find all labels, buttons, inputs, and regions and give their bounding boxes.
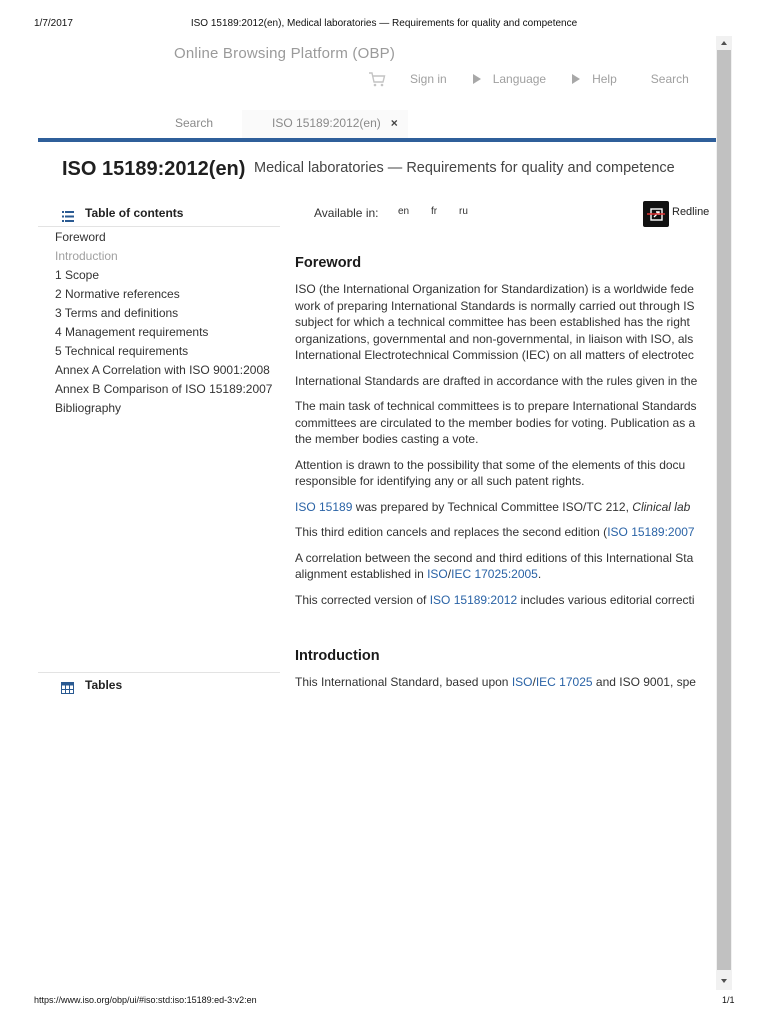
- toc-item-management-requirements[interactable]: 4 Management requirements: [55, 325, 209, 339]
- tab-document-label: ISO 15189:2012(en): [272, 116, 381, 130]
- iso-link[interactable]: ISO: [427, 567, 448, 581]
- tab-document[interactable]: [242, 110, 408, 140]
- redline-button[interactable]: [643, 201, 669, 227]
- top-navigation: [368, 70, 689, 88]
- foreword-paragraph-8: This corrected version of ISO 15189:2012 includes various editorial correcti: [295, 592, 695, 607]
- language-menu[interactable]: Language: [492, 72, 547, 86]
- redline-label[interactable]: Redline: [672, 206, 710, 218]
- iso-15189-2012-link[interactable]: ISO 15189:2012: [429, 592, 518, 607]
- print-url: https://www.iso.org/obp/ui/#iso:std:iso:15189:ed-3:v2:en: [34, 995, 257, 1005]
- toc-label: Table of contents: [85, 206, 184, 220]
- tab-search-label: Search: [175, 116, 214, 130]
- foreword-paragraph-7: A correlation between the second and third editions of this International Sta alignment established in ISO/IEC 17025:2005.: [295, 550, 694, 581]
- print-page-number: 1/1: [722, 995, 735, 1005]
- platform-title[interactable]: Online Browsing Platform (OBP): [174, 45, 396, 62]
- toc-item-technical-requirements[interactable]: 5 Technical requirements: [55, 344, 189, 358]
- toc-item-foreword[interactable]: Foreword: [55, 230, 106, 244]
- foreword-paragraph-6: This third edition cancels and replaces the second edition (ISO 15189:2007: [295, 525, 695, 539]
- tables-label: Tables: [85, 678, 123, 692]
- iec-17025-2005-link[interactable]: IEC 17025:2005: [451, 567, 538, 581]
- toc-header[interactable]: [38, 200, 280, 227]
- tables-header[interactable]: [38, 672, 280, 696]
- toc-item-terms-definitions[interactable]: 3 Terms and definitions: [55, 306, 179, 320]
- list-icon: [62, 209, 74, 220]
- close-icon[interactable]: ×: [390, 116, 398, 130]
- search-link[interactable]: Search: [650, 72, 689, 86]
- table-icon: [61, 681, 74, 693]
- print-date: 1/7/2017: [34, 18, 73, 29]
- tab-search[interactable]: [145, 110, 242, 140]
- help-menu[interactable]: Help: [592, 72, 617, 86]
- tab-bar: [145, 110, 408, 140]
- introduction-heading: Introduction: [295, 648, 380, 664]
- foreword-heading: Foreword: [295, 255, 362, 271]
- header-divider: [38, 138, 716, 142]
- toc-item-introduction[interactable]: Introduction: [55, 249, 118, 263]
- iso-15189-link[interactable]: ISO 15189: [295, 499, 353, 514]
- document-subtitle: Medical laboratories — Requirements for quality and competence: [254, 160, 675, 176]
- redline-icon: [643, 201, 669, 227]
- scroll-up-arrow-icon[interactable]: [716, 36, 732, 50]
- scroll-down-arrow-icon[interactable]: [716, 974, 732, 988]
- document-content: [295, 255, 716, 700]
- print-page-title: ISO 15189:2012(en), Medical laboratories — Requirements for quality and competence: [190, 18, 578, 29]
- foreword-paragraph-4: Attention is drawn to the possibility that some of the elements of this docu responsible for identifying any or all such patent rights.: [295, 457, 686, 488]
- available-in-label: Available in:: [314, 206, 379, 220]
- language-fr-link[interactable]: fr: [431, 206, 438, 217]
- toc-item-bibliography[interactable]: Bibliography: [55, 401, 122, 415]
- foreword-paragraph-3: The main task of technical committees is to prepare International Standards committees are circulated to the member bodies for voting. Publication as a the member bodies casting a vote.: [295, 399, 697, 446]
- language-en-link[interactable]: en: [398, 206, 410, 217]
- toc-item-scope[interactable]: 1 Scope: [55, 268, 100, 282]
- sign-in-link[interactable]: Sign in: [410, 72, 447, 86]
- intro-iec-17025-link[interactable]: IEC 17025: [535, 675, 593, 689]
- toc-item-annex-a[interactable]: Annex A Correlation with ISO 9001:2008: [55, 363, 270, 377]
- toc-list: [55, 229, 283, 419]
- foreword-paragraph-2: International Standards are drafted in accordance with the rules given in the: [295, 373, 698, 388]
- introduction-paragraph: This International Standard, based upon ISO/IEC 17025 and ISO 9001, spe: [295, 675, 696, 689]
- language-arrow-icon: [473, 74, 481, 84]
- toc-item-normative-references[interactable]: 2 Normative references: [55, 287, 180, 301]
- scrollbar-thumb[interactable]: [717, 50, 731, 970]
- document-title: ISO 15189:2012(en): [62, 158, 246, 180]
- help-arrow-icon: [572, 74, 580, 84]
- intro-iso-link[interactable]: ISO: [511, 675, 533, 689]
- foreword-paragraph-1: ISO (the International Organization for Standardization) is a worldwide fede work of preparing International Standards is normally carried out through IS subject for which a technical committee has been established has the right organizations, governmental and non-governmental, in liaison with ISO, als International Electrotechnical Commission (IEC) on all matters of electrotec: [295, 282, 695, 362]
- cart-icon[interactable]: [368, 71, 386, 87]
- iso-15189-2007-link[interactable]: ISO 15189:2007: [607, 525, 695, 539]
- language-ru-link[interactable]: ru: [459, 206, 468, 217]
- foreword-paragraph-5: ISO 15189 was prepared by Technical Committee ISO/TC 212, Clinical lab: [295, 499, 691, 514]
- toc-item-annex-b[interactable]: Annex B Comparison of ISO 15189:2007: [55, 382, 273, 396]
